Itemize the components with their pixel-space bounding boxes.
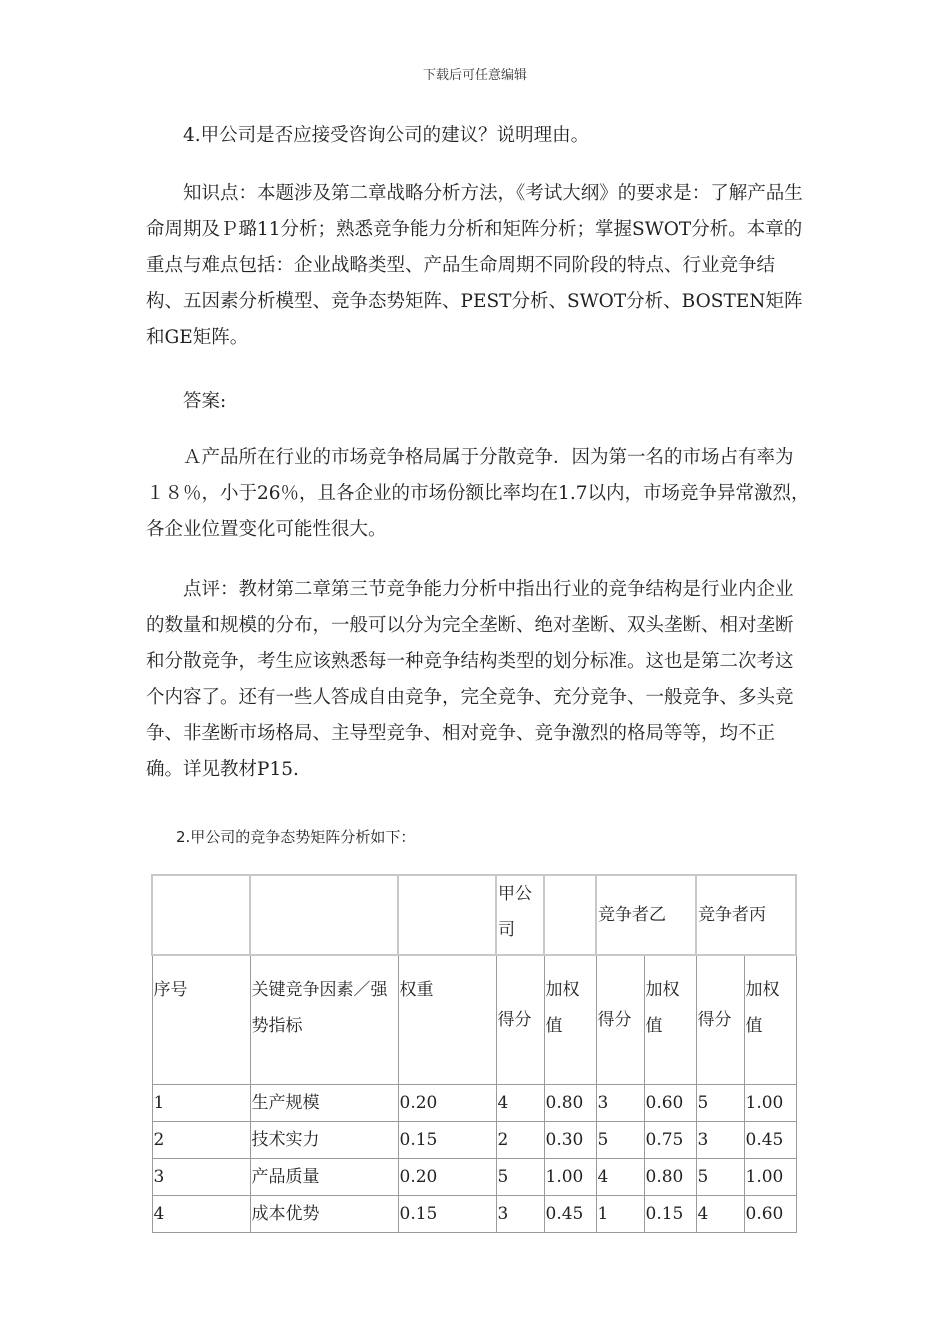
row-c-score: 4 — [696, 1196, 744, 1233]
row-no: 3 — [152, 1159, 250, 1196]
row-factor: 技术实力 — [250, 1122, 398, 1159]
row-weight: 0.20 — [398, 1159, 496, 1196]
col-c-weighted-header: 加权值 — [744, 955, 796, 1085]
row-b-score: 5 — [596, 1122, 644, 1159]
row-a-score: 3 — [496, 1196, 544, 1233]
row-factor: 产品质量 — [250, 1159, 398, 1196]
table-caption: 2.甲公司的竞争态势矩阵分析如下： — [176, 828, 416, 846]
row-c-weighted: 1.00 — [744, 1159, 796, 1196]
row-weight: 0.15 — [398, 1122, 496, 1159]
header-company-b: 竞争者乙 — [596, 875, 696, 955]
row-c-weighted: 0.60 — [744, 1196, 796, 1233]
row-factor: 成本优势 — [250, 1196, 398, 1233]
col-b-score-header: 得分 — [596, 955, 644, 1085]
row-a-weighted: 0.80 — [544, 1085, 596, 1122]
table-row — [152, 1085, 796, 1122]
row-weight: 0.20 — [398, 1085, 496, 1122]
row-no: 1 — [152, 1085, 250, 1122]
row-a-weighted: 1.00 — [544, 1159, 596, 1196]
knowledge-paragraph: 知识点：本题涉及第二章战略分析方法，《考试大纲》的要求是：了解产品生命周期及Ｐ璐11分析；熟悉竞争能力分析和矩阵分析；掌握SWOT分析。本章的重点与难点包括：企业战略类型、产品生命周期不同阶段的特点、行业竞争结构、五因素分析模型、竞争态势矩阵、PEST分析、SWOT分析、BOSTEN矩阵和GE矩阵。 — [146, 183, 803, 348]
col-no-header: 序号 — [152, 955, 250, 1085]
table-header-row — [152, 875, 796, 955]
row-a-score: 5 — [496, 1159, 544, 1196]
row-b-score: 4 — [596, 1159, 644, 1196]
row-c-score: 5 — [696, 1085, 744, 1122]
row-b-weighted: 0.80 — [644, 1159, 696, 1196]
row-c-score: 5 — [696, 1159, 744, 1196]
header-company-c: 竞争者丙 — [696, 875, 796, 955]
table-row — [152, 1122, 796, 1159]
header-blank-cell — [544, 875, 596, 955]
col-factor-header: 关键竞争因素／强势指标 — [250, 955, 398, 1085]
row-b-score: 1 — [596, 1196, 644, 1233]
row-c-weighted: 0.45 — [744, 1122, 796, 1159]
col-a-weighted-header: 加权值 — [544, 955, 596, 1085]
col-b-weighted-header: 加权值 — [644, 955, 696, 1085]
header-blank-cell — [152, 875, 250, 955]
header-blank-cell — [250, 875, 398, 955]
row-no: 4 — [152, 1196, 250, 1233]
row-no: 2 — [152, 1122, 250, 1159]
comment-paragraph: 点评：教材第二章第三节竞争能力分析中指出行业的竞争结构是行业内企业的数量和规模的分布，一般可以分为完全垄断、绝对垄断、双头垄断、相对垄断和分散竞争，考生应该熟悉每一种竞争结构类型的划分标准。这也是第二次考这个内容了。还有一些人答成自由竞争，完全竞争、充分竞争、一般竞争、多头竞争、非垄断市场格局、主导型竞争、相对竞争、竞争激烈的格局等等，均不正确。详见教材P15. — [146, 579, 794, 780]
row-b-weighted: 0.75 — [644, 1122, 696, 1159]
table-row — [152, 1159, 796, 1196]
question-paragraph: 4.甲公司是否应接受咨询公司的建议？说明理由。 — [183, 125, 590, 146]
page-header-note: 下载后可任意编辑 — [422, 68, 527, 83]
row-b-weighted: 0.15 — [644, 1196, 696, 1233]
row-a-weighted: 0.45 — [544, 1196, 596, 1233]
row-factor: 生产规模 — [250, 1085, 398, 1122]
row-a-score: 4 — [496, 1085, 544, 1122]
competitive-profile-matrix — [151, 874, 797, 1233]
row-b-weighted: 0.60 — [644, 1085, 696, 1122]
row-a-weighted: 0.30 — [544, 1122, 596, 1159]
col-c-score-header: 得分 — [696, 955, 744, 1085]
answer-paragraph: Ａ产品所在行业的市场竞争格局属于分散竞争．因为第一名的市场占有率为１８％，小于26％，且各企业的市场份额比率均在1.7以内，市场竞争异常激烈，各企业位置变化可能性很大。 — [146, 447, 810, 540]
header-company-a: 甲公司 — [496, 875, 544, 955]
row-c-weighted: 1.00 — [744, 1085, 796, 1122]
table-subheader-row — [152, 955, 796, 1085]
row-c-score: 3 — [696, 1122, 744, 1159]
table-row — [152, 1196, 796, 1233]
answer-label: 答案: — [183, 391, 227, 412]
col-weight-header: 权重 — [398, 955, 496, 1085]
row-weight: 0.15 — [398, 1196, 496, 1233]
header-blank-cell — [398, 875, 496, 955]
row-a-score: 2 — [496, 1122, 544, 1159]
col-a-score-header: 得分 — [496, 955, 544, 1085]
row-b-score: 3 — [596, 1085, 644, 1122]
